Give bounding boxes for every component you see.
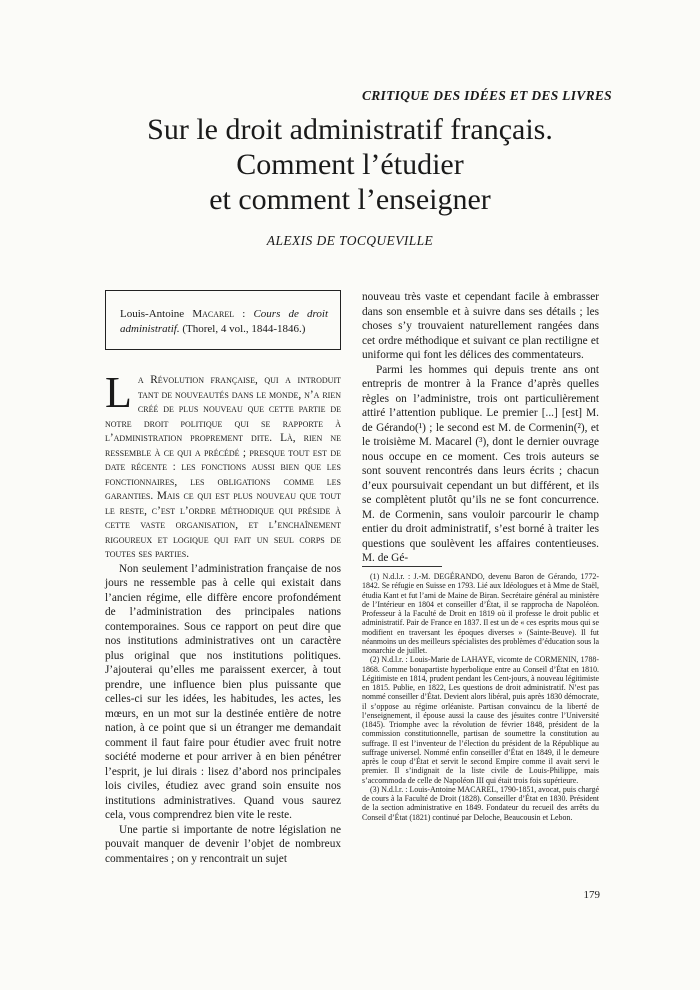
footnote-divider	[362, 566, 442, 567]
title-line-1: Sur le droit administratif français.	[147, 113, 553, 146]
book-citation-box	[105, 290, 341, 350]
citation-details: (Thorel, 4 vol., 1844-1846.)	[179, 323, 306, 335]
running-head: CRITIQUE DES IDÉES ET DES LIVRES	[361, 88, 612, 103]
footnotes	[362, 572, 599, 822]
body-paragraph-3-continued: nouveau très vaste et cependant facile à embrasser dans son ensemble et à suivre dans ses détails ; les choses s’y trouvaient naturellement rangées dans cet ordre méthodique et suivant ce plan rectiligne et uniforme qui font les délices des commentateurs.	[362, 291, 599, 361]
right-column	[362, 290, 599, 566]
body-paragraph-2: Non seulement l’administration française de nos jours ne ressemble pas à celle qui existait dans l’ancien régime, elle diffère encore profondément de l’administration des principales nations contemporaines. Sous ce rapport on peut dire que nos institutions administratives ont un caractère plus original que nos institutions politiques. J’ajouterai qu’elles me paraissent exercer, à tout prendre, une influence bien plus puissante que celles-ci sur les idées, les habitudes, les actes, les mœurs, en un mot sur la destinée entière de notre nation, à ce point que si un étranger me demandait comment il faut faire pour étudier avec fruit notre société moderne et pour arriver à en bien pénétrer l’esprit, je lui dirais : lisez d’abord nos principales lois civiles, étudiez avec grand soin ensuite nos institutions administratives. Quand vous saurez cela, vous comprendrez bien vite le reste.	[105, 562, 341, 821]
body-paragraph-3: Une partie si importante de notre législation ne pouvait manquer de devenir l’objet de nombreux commentaires ; on y rencontrait un sujet	[105, 823, 341, 865]
footnote-2: (2) N.d.l.r. : Louis-Marie de LAHAYE, vicomte de CORMENIN, 1788-1868. Comme bonapartiste hyperbolique entre au Conseil d’État en 1810. Légitimiste en 1814, prudent pendant les Cent-jours, à nouveau légitimiste en 1815. Publie, en 1822, Les questions de droit administratif. N’est pas nommé conseiller d’État. Devient alors libéral, puis après 1830 démocrate, il s’oppose au régime orléaniste. Partisan convaincu de la liberté de l’enseignement, il épouse aussi la cause des jésuites contre l’Université (1845). Triomphe avec la révolution de février 1848, président de la commission constitutionnelle, partisan de soumettre la constitution au suffrage. Il est l’inventeur de l’élection du président de la République au suffrage universel. Nommé enfin conseiller d’État en 1849, il le demeure après le coup d’État et servit le second Empire comme il avait servi le premier. Il s’indignait de la liste civile de Louis-Philippe, mais s’accommoda de celle de Napoléon III qui était trois fois supérieure.	[362, 655, 599, 785]
title-line-3: et comment l’enseigner	[209, 183, 491, 216]
footnote-3: (3) N.d.l.r. : Louis-Antoine MACAREL, 1790-1851, avocat, puis chargé de cours à la Faculté de Droit (1828). Conseiller d’État en 1830. Président de la section administrative en 1849. Fondateur du recueil des arrêts du Conseil d’État (1821) continué par Deloche, Beaucousin et Lebon.	[362, 784, 599, 822]
left-column	[105, 368, 341, 866]
body-paragraph-1	[105, 368, 341, 562]
citation-author-last: Macarel	[192, 308, 235, 320]
citation-author-first: Louis-Antoine	[120, 308, 185, 320]
author-byline: ALEXIS DE TOCQUEVILLE	[266, 233, 434, 248]
drop-cap: L	[105, 368, 132, 417]
paragraph-1-text: a Révolution française, qui a introduit tant de nouveautés dans le monde, n’a rien créé de plus nouveau que cette partie de notre droit politique qui se rapporte à l’administration proprement dite. Là, rien ne ressemble à ce qui a précédé ; presque tout est de date récente : les fonctions aussi bien que les fonctionnaires, les obligations comme les garanties. Mais ce qui est plus nouveau que tout le reste, c’est l’ordre méthodique qui préside à cette vaste organisation, et l’enchaînement rigoureux et logique qui fait un seul corps de toutes ses parties.	[105, 374, 341, 560]
citation-separator: :	[234, 308, 254, 320]
article-title	[0, 112, 700, 217]
title-line-2: Comment l’étudier	[236, 148, 464, 181]
body-paragraph-4: Parmi les hommes qui depuis trente ans ont entrepris de montrer à la France d’après quelles règles on l’administre, trois ont particulièrement attiré l’attention publique. Le premier [...] [est] M. de Gérando(¹) ; le second est M. de Cormenin(²), et le troisième M. Macarel (³), dont le dernier ouvrage nous occupe en ce moment. Ces trois auteurs se sont souvent rencontrés dans leurs écrits ; chacun d’eux poursuivait cependant un but différent, et ils se complètent plutôt qu’ils ne se font concurrence. M. de Cormenin, sans vouloir parcourir le champ entier du droit administratif, s’est borné à traiter les questions que soulèvent les affaires contentieuses. M. de Gé-	[362, 363, 599, 564]
citation-work-title: Cours de droit administratif.	[120, 308, 329, 335]
page-number: 179	[583, 889, 600, 901]
footnote-1: (1) N.d.l.r. : J.-M. DEGÉRANDO, devenu Baron de Gérando, 1772-1842. Se réfugie en Suisse en 1793. Lié aux Idéologues et à Mme de Staël, étudia Kant et fut l’ami de Maine de Biran. Secrétaire général au ministère de l’Intérieur en 1804 et conseiller d’État, il se rapprocha de Napoléon. Professeur à la Faculté de Droit en 1819 où il professe le droit public et administratif. Pair de France en 1837. Il est un de « ces esprits mous qui se modifient en traversant les époques diverses » (Sainte-Beuve). Il fut néanmoins un des meilleurs spécialistes des problèmes d’éducation sous la monarchie de juillet.	[362, 572, 599, 655]
